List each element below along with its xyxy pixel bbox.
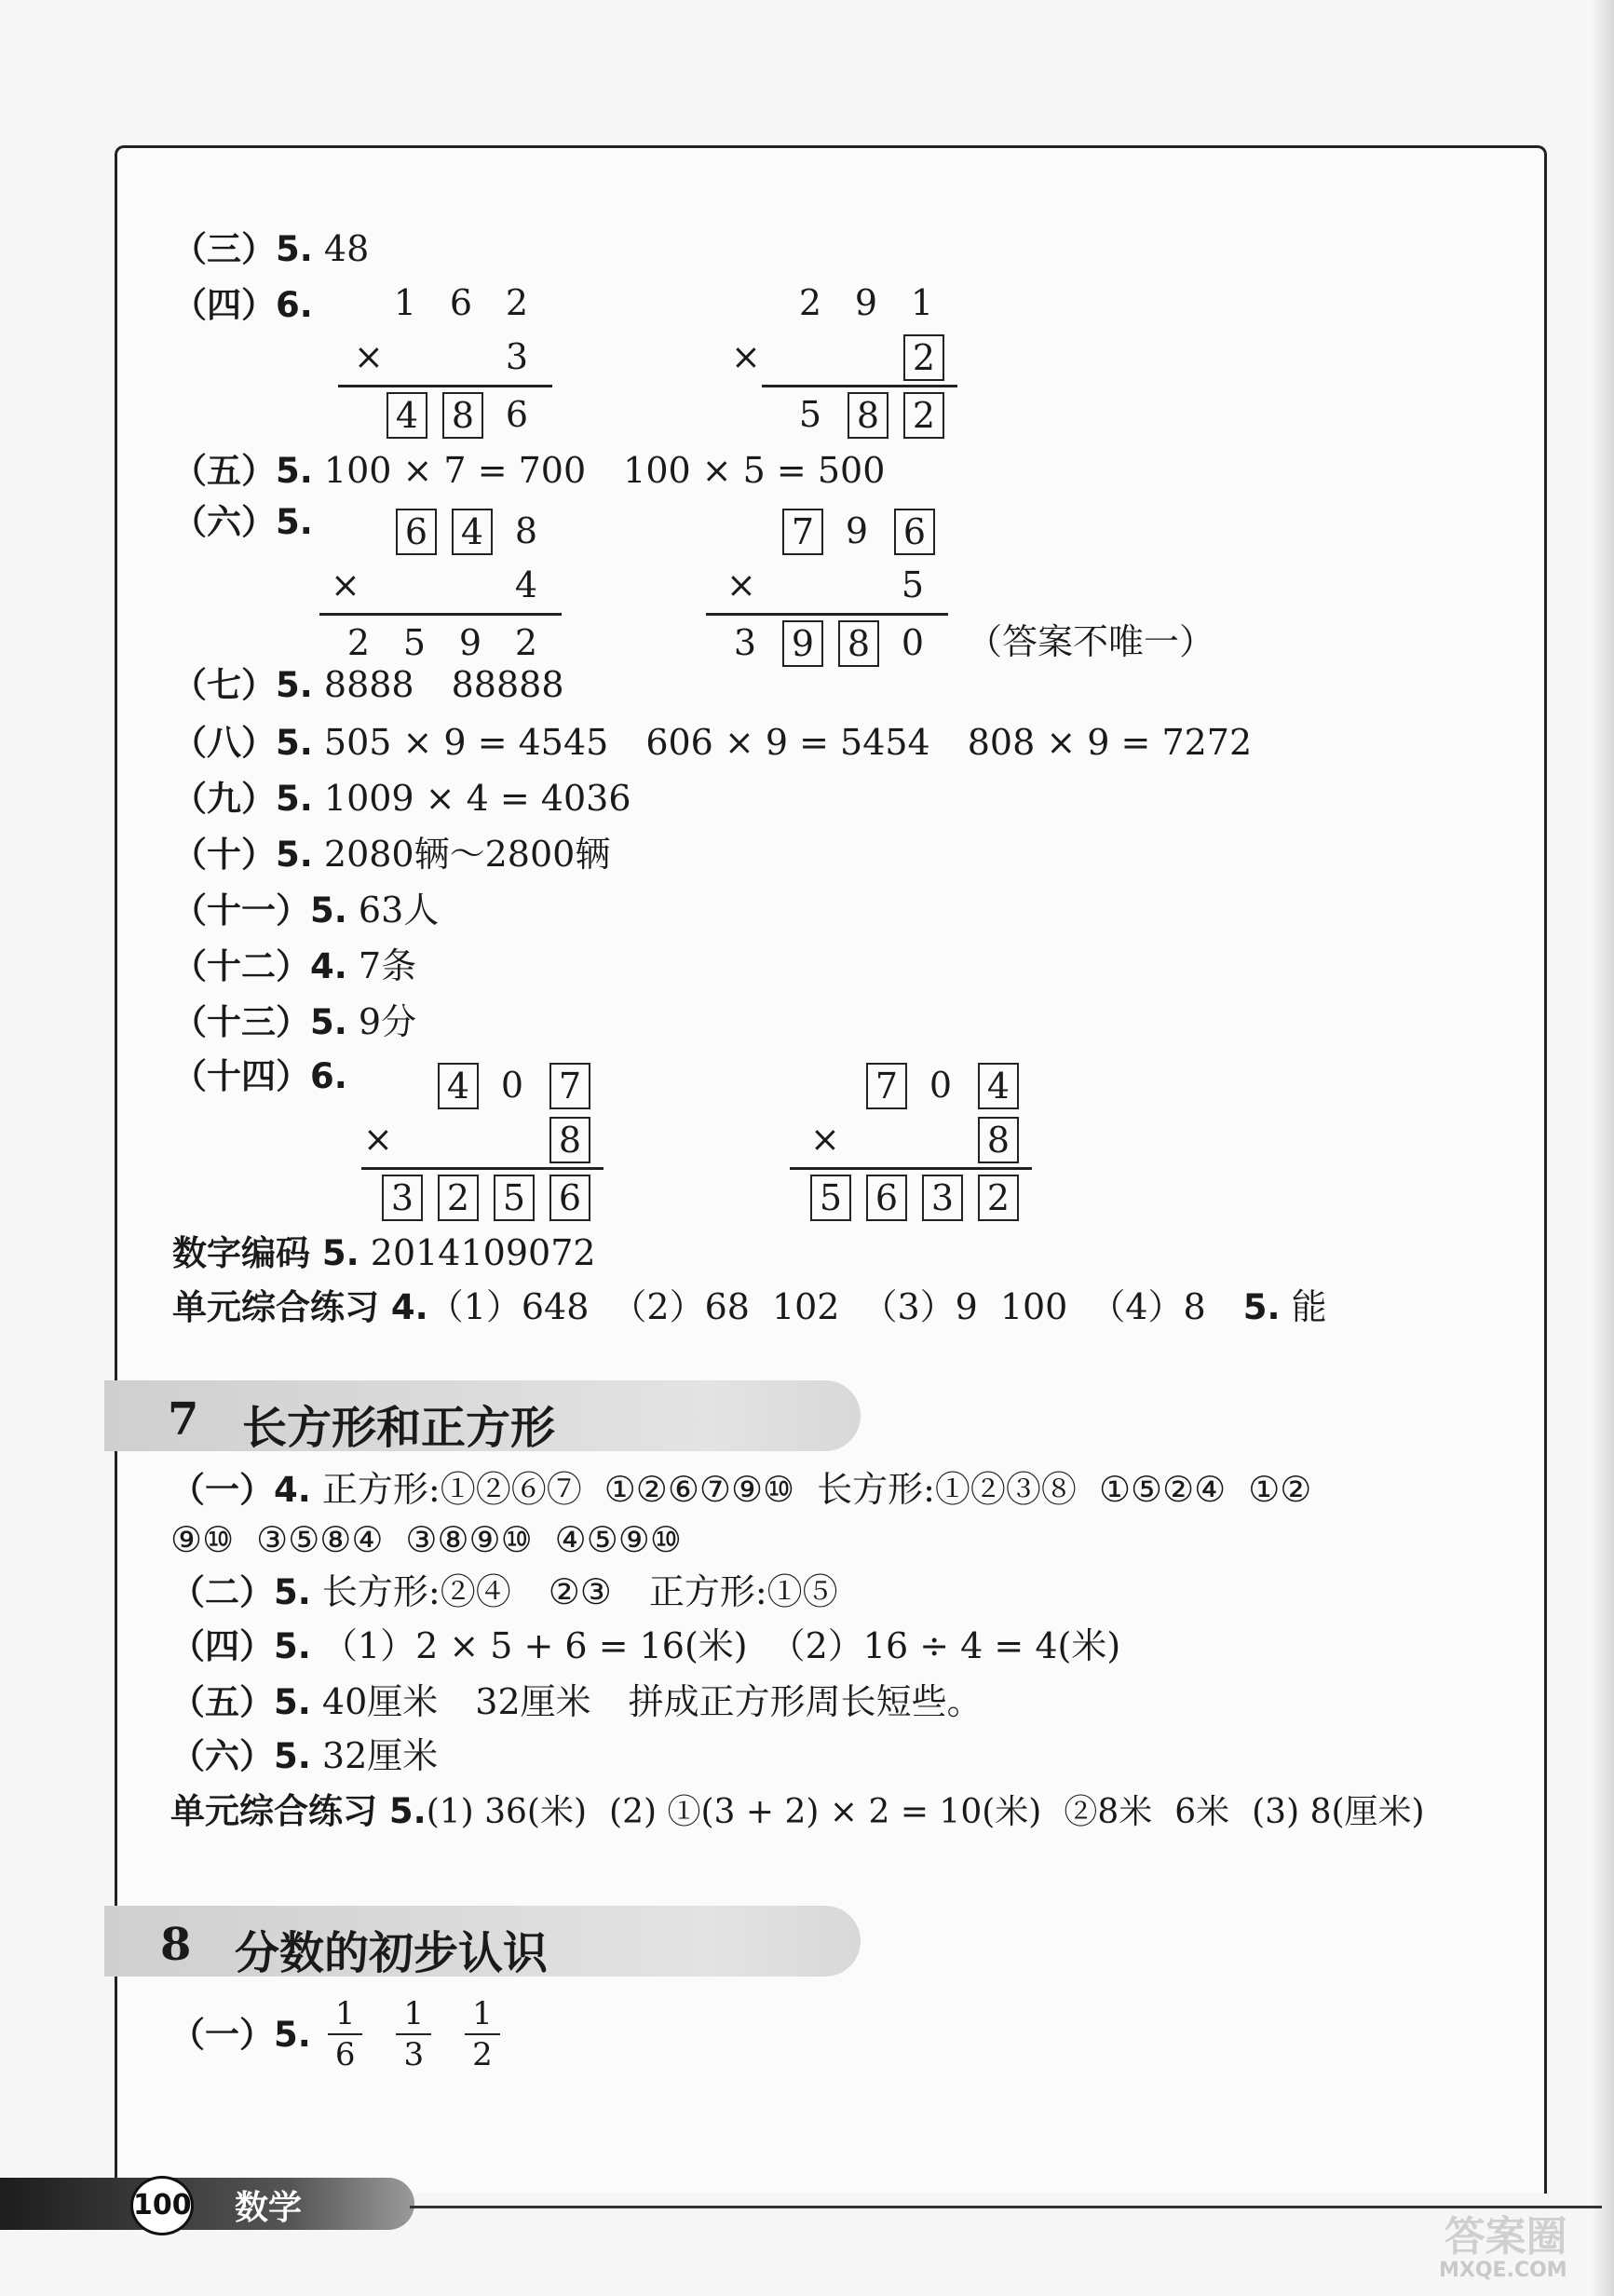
filled-box: 8 (442, 392, 483, 439)
filled-box: 4 (387, 392, 427, 439)
digit: 9 (845, 510, 869, 551)
fraction: $\frac{1}{6}$ (328, 1998, 363, 2071)
filled-box: 8 (848, 392, 888, 439)
times-sign: × (731, 336, 761, 377)
filled-box: 9 (782, 620, 823, 667)
digit: 9 (854, 282, 878, 323)
digit: 2 (346, 622, 371, 663)
product-row (377, 394, 545, 436)
section-title: 分数的初步认识 (235, 1927, 549, 1979)
answer-line: （十二）4. 7条 (172, 945, 417, 986)
multiplicand-row (857, 1065, 1024, 1107)
answer-line: （三）5. 48 (172, 228, 370, 269)
product-row (373, 1178, 596, 1216)
answer-line: 单元综合练习 5.(1) 36(米) (2) ①(3 + 2) × 2 = 10(米) ②8米 6米 (3) 8(厘米) (170, 1791, 1425, 1831)
digit: 5 (901, 564, 925, 605)
answer-line: 单元综合练习 4.（1）648 （2）68 102 （3）9 100 （4）8 5. 能 (172, 1286, 1327, 1327)
vertical-multiplication (363, 1065, 596, 1218)
calc-rule (319, 613, 562, 616)
product-row (782, 394, 950, 436)
vertical-multiplication (303, 282, 545, 436)
digit: 6 (505, 394, 529, 435)
filled-box: 2 (903, 392, 944, 439)
digit: 5 (402, 622, 427, 663)
answer-line: （十三）5. 9分 (172, 1001, 417, 1042)
product-row (331, 624, 554, 661)
answer-label: （十四）6. (172, 1056, 347, 1096)
times-sign: × (726, 564, 756, 605)
times-sign: × (363, 1119, 393, 1160)
filled-box: 6 (396, 509, 437, 555)
vertical-multiplication (792, 1065, 1024, 1218)
calc-rule (762, 385, 957, 387)
digit: 1 (393, 282, 417, 323)
vertical-multiplication (331, 510, 554, 663)
section-header (104, 1906, 861, 1977)
digit: 0 (929, 1065, 953, 1106)
answer-line: ⑨⑩ ③⑤⑧④ ③⑧⑨⑩ ④⑤⑨⑩ (170, 1519, 682, 1560)
filled-box: 8 (978, 1117, 1019, 1163)
filled-box: 5 (810, 1175, 851, 1221)
answer-line: （四）5. （1）2 × 5 + 6 = 16(米) （2）16 ÷ 4 = 4(米) (170, 1625, 1121, 1666)
multiplier-row (489, 338, 545, 375)
answer-line: （五）5. 40厘米 32厘米 拼成正方形周长短些。 (170, 1681, 983, 1722)
digit: 9 (458, 622, 482, 663)
digit: 6 (449, 282, 473, 323)
filled-box: 7 (866, 1063, 907, 1109)
answer-line: （六）5. 32厘米 (170, 1735, 439, 1776)
filled-box: 3 (382, 1175, 423, 1221)
footer-rule (410, 2206, 1602, 2208)
section-header (104, 1380, 861, 1454)
filled-box: 3 (922, 1175, 963, 1221)
answer-label: （六）5. (172, 502, 313, 542)
multiplicand-row (428, 1065, 596, 1107)
answer-line: （十）5. 2080辆～2800辆 (172, 834, 611, 875)
multiplicand-row (387, 512, 554, 550)
answer-line: （七）5. 8888 88888 (172, 664, 564, 705)
filled-box: 4 (438, 1063, 479, 1109)
multiplier-row (498, 566, 554, 604)
digit: 3 (733, 622, 757, 663)
digit: 5 (798, 394, 822, 435)
filled-box: 2 (978, 1175, 1019, 1221)
calc-rule (706, 613, 948, 616)
digit: 2 (505, 282, 529, 323)
filled-box: 6 (549, 1175, 590, 1221)
section-number: 7 (168, 1393, 199, 1446)
times-sign: × (810, 1119, 840, 1160)
multiplier-row (894, 337, 950, 378)
filled-box: 8 (838, 620, 879, 667)
filled-box: 8 (549, 1117, 590, 1163)
multiplicand-row (782, 284, 950, 321)
filled-box: 6 (866, 1175, 907, 1221)
digit: 3 (505, 336, 529, 377)
filled-box: 4 (978, 1063, 1019, 1109)
times-sign: × (331, 564, 360, 605)
digit: 0 (901, 622, 925, 663)
section-title: 长方形和正方形 (242, 1402, 556, 1454)
fraction: $\frac{1}{3}$ (396, 1998, 431, 2071)
filled-box: 4 (452, 509, 493, 555)
multiplicand-row (773, 512, 941, 550)
multiplier-row (540, 1120, 596, 1161)
fraction: $\frac{1}{2}$ (465, 1998, 500, 2071)
filled-box: 5 (494, 1175, 535, 1221)
answer-line: （一）5. $\frac{1}{6}$ $\frac{1}{3}$ $\frac{1}{2}$ (170, 1998, 517, 2071)
answer-line: 数字编码 5. 2014109072 (172, 1232, 596, 1273)
answer-line: （二）5. 长方形:②④ ②③ 正方形:①⑤ (170, 1571, 838, 1612)
answer-note: （答案不唯一） (967, 621, 1215, 662)
digit: 0 (500, 1065, 524, 1106)
times-sign: × (354, 336, 384, 377)
filled-box: 6 (894, 509, 935, 555)
calc-rule (361, 1167, 604, 1170)
digit: 2 (514, 622, 538, 663)
answer-line: （九）5. 1009 × 4 = 4036 (172, 778, 631, 819)
watermark: 答案圈 MXQE.COM (1439, 2213, 1567, 2283)
page-number: 100 (130, 2176, 194, 2235)
subject-label: 数学 (235, 2189, 303, 2227)
filled-box: 2 (438, 1175, 479, 1221)
calc-rule (338, 385, 552, 387)
multiplier-row (969, 1120, 1024, 1161)
section-number: 8 (160, 1919, 192, 1971)
filled-box: 7 (782, 509, 823, 555)
digit: 2 (798, 282, 822, 323)
product-row (801, 1178, 1024, 1216)
digit: 1 (910, 282, 934, 323)
multiplicand-row (377, 284, 545, 321)
vertical-multiplication (717, 510, 941, 664)
multiplier-row (885, 566, 941, 604)
answer-label: （四）6. (172, 285, 313, 325)
calc-rule (790, 1167, 1032, 1170)
digit: 8 (514, 510, 538, 551)
answer-line: （八）5. 505 × 9 = 4545 606 × 9 = 5454 808 × 9 = 7272 (172, 722, 1253, 763)
answer-line: （五）5. 100 × 7 = 700 100 × 5 = 500 (172, 450, 886, 491)
page-edge-shadow (1592, 0, 1614, 2296)
product-row (717, 622, 941, 664)
answer-line: （十一）5. 63人 (172, 890, 440, 931)
filled-box: 2 (903, 334, 944, 381)
digit: 4 (514, 564, 538, 605)
filled-box: 7 (549, 1063, 590, 1109)
answer-line: （一）4. 正方形:①②⑥⑦ ①②⑥⑦⑨⑩ 长方形:①②③⑧ ①⑤②④ ①② (170, 1469, 1312, 1510)
footer-bar (0, 2178, 414, 2230)
vertical-multiplication (708, 282, 950, 436)
